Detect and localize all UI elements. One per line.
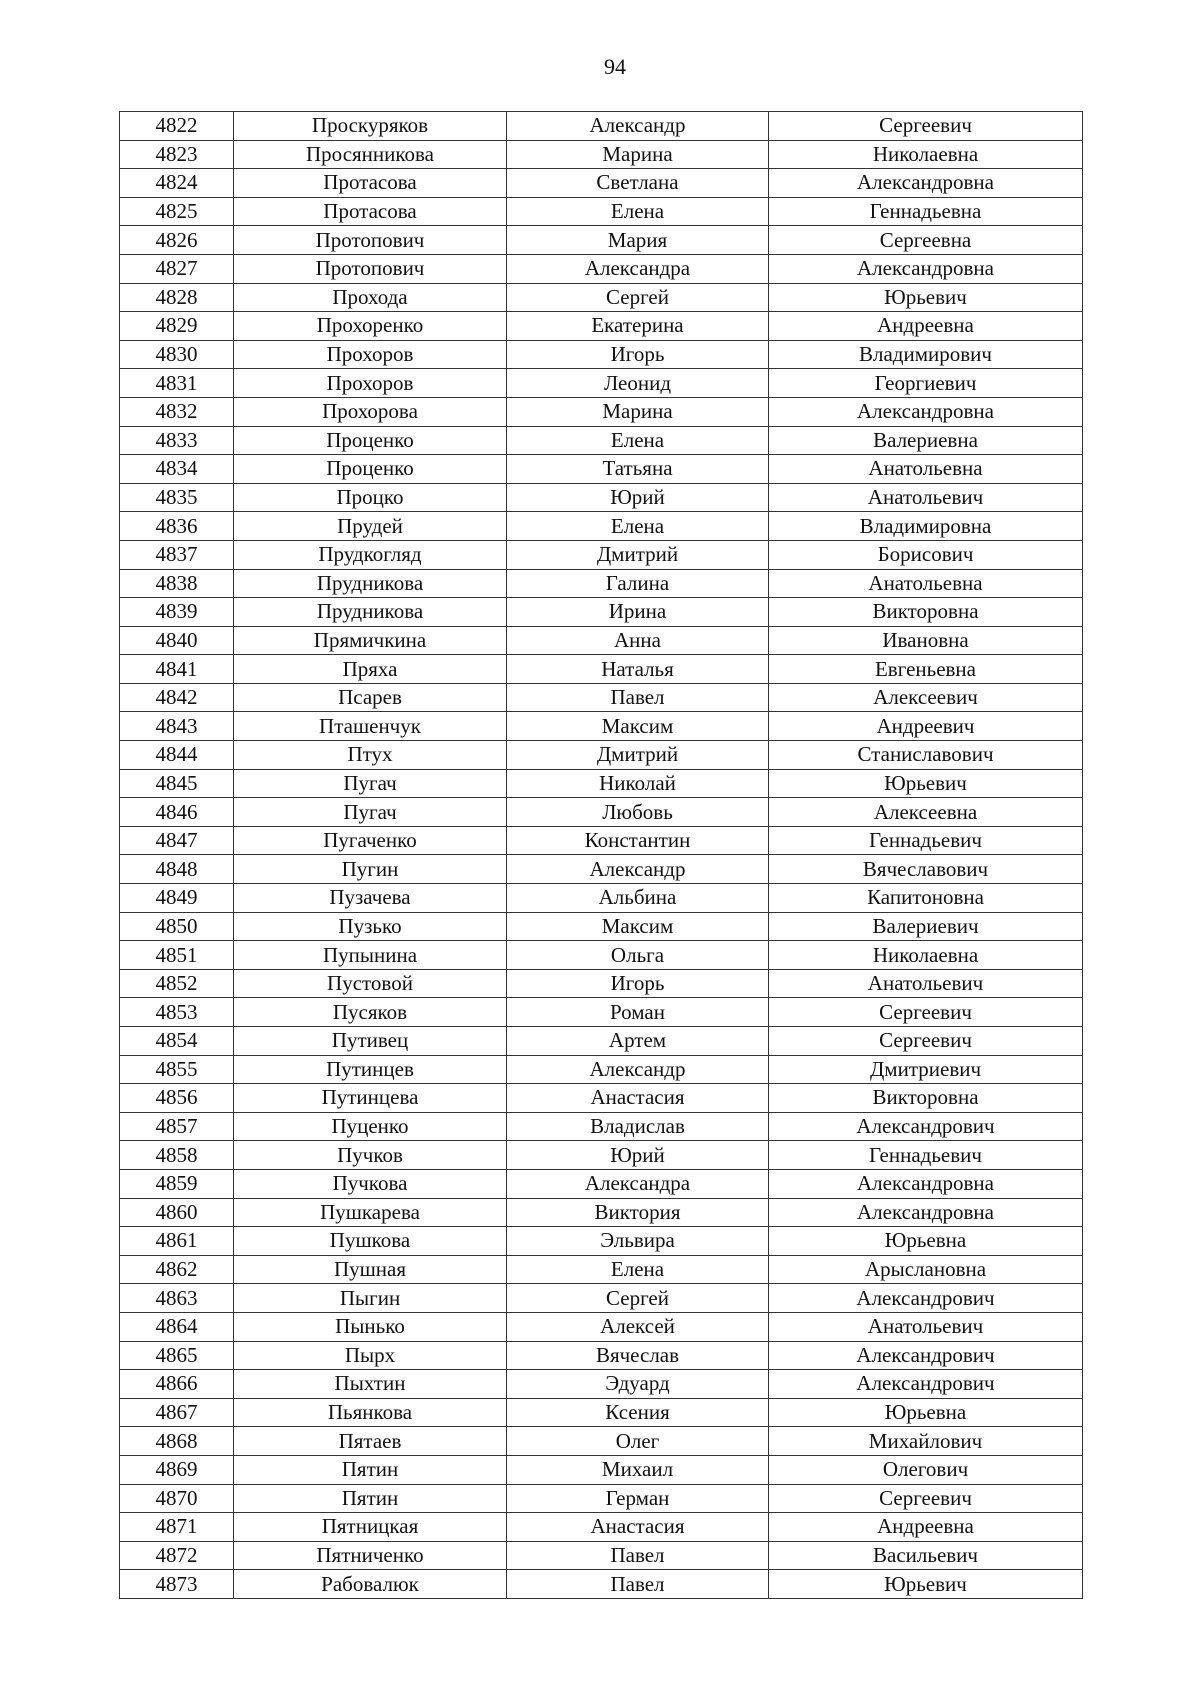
last-name-cell: Пушкова: [234, 1227, 507, 1256]
record-number-cell: 4822: [120, 112, 234, 141]
record-number-cell: 4832: [120, 397, 234, 426]
patronymic-cell: Анатольевич: [769, 483, 1083, 512]
first-name-cell: Максим: [507, 912, 769, 941]
record-number-cell: 4825: [120, 197, 234, 226]
last-name-cell: Пучков: [234, 1141, 507, 1170]
record-number-cell: 4828: [120, 283, 234, 312]
table-row: [120, 1398, 1083, 1427]
first-name-cell: Мария: [507, 226, 769, 255]
patronymic-cell: Анатольевич: [769, 1312, 1083, 1341]
first-name-cell: Ирина: [507, 598, 769, 627]
first-name-cell: Александр: [507, 855, 769, 884]
first-name-cell: Павел: [507, 1570, 769, 1599]
record-number-cell: 4831: [120, 369, 234, 398]
table-row: [120, 598, 1083, 627]
first-name-cell: Олег: [507, 1427, 769, 1456]
table-row: [120, 369, 1083, 398]
first-name-cell: Дмитрий: [507, 741, 769, 770]
last-name-cell: Пташенчук: [234, 712, 507, 741]
record-number-cell: 4852: [120, 969, 234, 998]
last-name-cell: Пыгин: [234, 1284, 507, 1313]
table-row: [120, 826, 1083, 855]
first-name-cell: Анастасия: [507, 1084, 769, 1113]
patronymic-cell: Сергеевич: [769, 998, 1083, 1027]
table-row: [120, 1312, 1083, 1341]
first-name-cell: Александр: [507, 112, 769, 141]
record-number-cell: 4836: [120, 512, 234, 541]
last-name-cell: Пятниченко: [234, 1541, 507, 1570]
patronymic-cell: Анатольевна: [769, 569, 1083, 598]
patronymic-cell: Вячеславович: [769, 855, 1083, 884]
record-number-cell: 4854: [120, 1027, 234, 1056]
table-row: [120, 1484, 1083, 1513]
first-name-cell: Любовь: [507, 798, 769, 827]
last-name-cell: Протасова: [234, 197, 507, 226]
last-name-cell: Проценко: [234, 426, 507, 455]
table-row: [120, 1513, 1083, 1542]
patronymic-cell: Васильевич: [769, 1541, 1083, 1570]
first-name-cell: Александра: [507, 254, 769, 283]
first-name-cell: Сергей: [507, 283, 769, 312]
patronymic-cell: Геннадьевич: [769, 826, 1083, 855]
first-name-cell: Владислав: [507, 1112, 769, 1141]
table-row: [120, 1141, 1083, 1170]
patronymic-cell: Анатольевич: [769, 969, 1083, 998]
first-name-cell: Юрий: [507, 483, 769, 512]
record-number-cell: 4868: [120, 1427, 234, 1456]
first-name-cell: Эдуард: [507, 1370, 769, 1399]
first-name-cell: Ксения: [507, 1398, 769, 1427]
patronymic-cell: Александрович: [769, 1284, 1083, 1313]
first-name-cell: Эльвира: [507, 1227, 769, 1256]
patronymic-cell: Дмитриевич: [769, 1055, 1083, 1084]
last-name-cell: Рабовалюк: [234, 1570, 507, 1599]
last-name-cell: Прямичкина: [234, 626, 507, 655]
last-name-cell: Путинцева: [234, 1084, 507, 1113]
last-name-cell: Пугаченко: [234, 826, 507, 855]
last-name-cell: Пьянкова: [234, 1398, 507, 1427]
patronymic-cell: Сергеевич: [769, 1027, 1083, 1056]
patronymic-cell: Ивановна: [769, 626, 1083, 655]
first-name-cell: Сергей: [507, 1284, 769, 1313]
record-number-cell: 4827: [120, 254, 234, 283]
table-row: [120, 512, 1083, 541]
record-number-cell: 4844: [120, 741, 234, 770]
first-name-cell: Леонид: [507, 369, 769, 398]
table-row: [120, 1027, 1083, 1056]
record-number-cell: 4850: [120, 912, 234, 941]
table-row: [120, 397, 1083, 426]
first-name-cell: Герман: [507, 1484, 769, 1513]
patronymic-cell: Николаевна: [769, 140, 1083, 169]
record-number-cell: 4843: [120, 712, 234, 741]
last-name-cell: Пугин: [234, 855, 507, 884]
last-name-cell: Птух: [234, 741, 507, 770]
last-name-cell: Пряха: [234, 655, 507, 684]
patronymic-cell: Алексеевич: [769, 683, 1083, 712]
patronymic-cell: Анатольевна: [769, 455, 1083, 484]
record-number-cell: 4867: [120, 1398, 234, 1427]
patronymic-cell: Геннадьевич: [769, 1141, 1083, 1170]
first-name-cell: Анна: [507, 626, 769, 655]
last-name-cell: Пятаев: [234, 1427, 507, 1456]
table-row: [120, 769, 1083, 798]
first-name-cell: Игорь: [507, 969, 769, 998]
table-row: [120, 1227, 1083, 1256]
patronymic-cell: Борисович: [769, 540, 1083, 569]
table-row: [120, 1112, 1083, 1141]
patronymic-cell: Андреевна: [769, 312, 1083, 341]
patronymic-cell: Викторовна: [769, 598, 1083, 627]
first-name-cell: Елена: [507, 197, 769, 226]
patronymic-cell: Александрович: [769, 1112, 1083, 1141]
record-number-cell: 4856: [120, 1084, 234, 1113]
patronymic-cell: Юрьевич: [769, 1570, 1083, 1599]
record-number-cell: 4848: [120, 855, 234, 884]
patronymic-cell: Олегович: [769, 1455, 1083, 1484]
last-name-cell: Пупынина: [234, 941, 507, 970]
patronymic-cell: Николаевна: [769, 941, 1083, 970]
record-number-cell: 4823: [120, 140, 234, 169]
first-name-cell: Альбина: [507, 884, 769, 913]
last-name-cell: Путинцев: [234, 1055, 507, 1084]
patronymic-cell: Сергеевна: [769, 226, 1083, 255]
last-name-cell: Просянникова: [234, 140, 507, 169]
table-row: [120, 741, 1083, 770]
last-name-cell: Пузачева: [234, 884, 507, 913]
record-number-cell: 4841: [120, 655, 234, 684]
last-name-cell: Пынько: [234, 1312, 507, 1341]
patronymic-cell: Александрович: [769, 1341, 1083, 1370]
patronymic-cell: Андреевич: [769, 712, 1083, 741]
table-row: [120, 483, 1083, 512]
last-name-cell: Проскуряков: [234, 112, 507, 141]
table-row: [120, 683, 1083, 712]
table-row: [120, 455, 1083, 484]
patronymic-cell: Александровна: [769, 169, 1083, 198]
table-row: [120, 197, 1083, 226]
table-row: [120, 1198, 1083, 1227]
first-name-cell: Светлана: [507, 169, 769, 198]
table-row: [120, 969, 1083, 998]
record-number-cell: 4858: [120, 1141, 234, 1170]
first-name-cell: Алексей: [507, 1312, 769, 1341]
first-name-cell: Елена: [507, 512, 769, 541]
first-name-cell: Константин: [507, 826, 769, 855]
table-row: [120, 426, 1083, 455]
table-row: [120, 254, 1083, 283]
patronymic-cell: Александрович: [769, 1370, 1083, 1399]
record-number-cell: 4837: [120, 540, 234, 569]
patronymic-cell: Александровна: [769, 1169, 1083, 1198]
last-name-cell: Протасова: [234, 169, 507, 198]
first-name-cell: Роман: [507, 998, 769, 1027]
record-number-cell: 4853: [120, 998, 234, 1027]
record-number-cell: 4864: [120, 1312, 234, 1341]
table-row: [120, 998, 1083, 1027]
table-row: [120, 855, 1083, 884]
table-row: [120, 798, 1083, 827]
roster-body: [120, 112, 1083, 1599]
table-row: [120, 655, 1083, 684]
table-row: [120, 1255, 1083, 1284]
patronymic-cell: Александровна: [769, 397, 1083, 426]
last-name-cell: Прудей: [234, 512, 507, 541]
table-row: [120, 340, 1083, 369]
record-number-cell: 4849: [120, 884, 234, 913]
table-row: [120, 626, 1083, 655]
first-name-cell: Дмитрий: [507, 540, 769, 569]
first-name-cell: Александра: [507, 1169, 769, 1198]
first-name-cell: Вячеслав: [507, 1341, 769, 1370]
last-name-cell: Процко: [234, 483, 507, 512]
patronymic-cell: Станиславович: [769, 741, 1083, 770]
table-row: [120, 140, 1083, 169]
last-name-cell: Пузько: [234, 912, 507, 941]
patronymic-cell: Юрьевна: [769, 1227, 1083, 1256]
record-number-cell: 4834: [120, 455, 234, 484]
table-row: [120, 283, 1083, 312]
last-name-cell: Прудкогляд: [234, 540, 507, 569]
record-number-cell: 4861: [120, 1227, 234, 1256]
record-number-cell: 4842: [120, 683, 234, 712]
last-name-cell: Прудникова: [234, 569, 507, 598]
record-number-cell: 4826: [120, 226, 234, 255]
table-row: [120, 912, 1083, 941]
patronymic-cell: Сергеевич: [769, 1484, 1083, 1513]
record-number-cell: 4851: [120, 941, 234, 970]
patronymic-cell: Георгиевич: [769, 369, 1083, 398]
last-name-cell: Прохоров: [234, 340, 507, 369]
first-name-cell: Артем: [507, 1027, 769, 1056]
patronymic-cell: Юрьевич: [769, 769, 1083, 798]
record-number-cell: 4866: [120, 1370, 234, 1399]
table-row: [120, 941, 1083, 970]
patronymic-cell: Евгеньевна: [769, 655, 1083, 684]
table-row: [120, 1541, 1083, 1570]
patronymic-cell: Юрьевич: [769, 283, 1083, 312]
record-number-cell: 4833: [120, 426, 234, 455]
last-name-cell: Прохоренко: [234, 312, 507, 341]
first-name-cell: Галина: [507, 569, 769, 598]
record-number-cell: 4839: [120, 598, 234, 627]
first-name-cell: Игорь: [507, 340, 769, 369]
last-name-cell: Прохорова: [234, 397, 507, 426]
last-name-cell: Пушкарева: [234, 1198, 507, 1227]
last-name-cell: Протопович: [234, 254, 507, 283]
patronymic-cell: Александровна: [769, 254, 1083, 283]
last-name-cell: Пугач: [234, 798, 507, 827]
patronymic-cell: Александровна: [769, 1198, 1083, 1227]
table-row: [120, 1084, 1083, 1113]
record-number-cell: 4847: [120, 826, 234, 855]
first-name-cell: Юрий: [507, 1141, 769, 1170]
record-number-cell: 4830: [120, 340, 234, 369]
last-name-cell: Пырх: [234, 1341, 507, 1370]
record-number-cell: 4862: [120, 1255, 234, 1284]
record-number-cell: 4870: [120, 1484, 234, 1513]
record-number-cell: 4835: [120, 483, 234, 512]
last-name-cell: Пятин: [234, 1455, 507, 1484]
patronymic-cell: Викторовна: [769, 1084, 1083, 1113]
last-name-cell: Пыхтин: [234, 1370, 507, 1399]
record-number-cell: 4838: [120, 569, 234, 598]
last-name-cell: Пусяков: [234, 998, 507, 1027]
patronymic-cell: Валериевна: [769, 426, 1083, 455]
first-name-cell: Татьяна: [507, 455, 769, 484]
table-row: [120, 569, 1083, 598]
record-number-cell: 4859: [120, 1169, 234, 1198]
table-row: [120, 884, 1083, 913]
first-name-cell: Павел: [507, 1541, 769, 1570]
last-name-cell: Путивец: [234, 1027, 507, 1056]
record-number-cell: 4860: [120, 1198, 234, 1227]
record-number-cell: 4840: [120, 626, 234, 655]
first-name-cell: Елена: [507, 1255, 769, 1284]
patronymic-cell: Валериевич: [769, 912, 1083, 941]
last-name-cell: Прохоров: [234, 369, 507, 398]
last-name-cell: Прохода: [234, 283, 507, 312]
first-name-cell: Анастасия: [507, 1513, 769, 1542]
record-number-cell: 4845: [120, 769, 234, 798]
patronymic-cell: Алексеевна: [769, 798, 1083, 827]
table-row: [120, 1169, 1083, 1198]
record-number-cell: 4857: [120, 1112, 234, 1141]
last-name-cell: Пуценко: [234, 1112, 507, 1141]
patronymic-cell: Геннадьевна: [769, 197, 1083, 226]
first-name-cell: Максим: [507, 712, 769, 741]
last-name-cell: Псарев: [234, 683, 507, 712]
record-number-cell: 4871: [120, 1513, 234, 1542]
table-row: [120, 1284, 1083, 1313]
record-number-cell: 4846: [120, 798, 234, 827]
patronymic-cell: Владимирович: [769, 340, 1083, 369]
patronymic-cell: Владимировна: [769, 512, 1083, 541]
record-number-cell: 4873: [120, 1570, 234, 1599]
table-row: [120, 169, 1083, 198]
last-name-cell: Протопович: [234, 226, 507, 255]
patronymic-cell: Михайлович: [769, 1427, 1083, 1456]
table-row: [120, 1055, 1083, 1084]
table-row: [120, 540, 1083, 569]
last-name-cell: Прудникова: [234, 598, 507, 627]
patronymic-cell: Арыслановна: [769, 1255, 1083, 1284]
last-name-cell: Проценко: [234, 455, 507, 484]
first-name-cell: Екатерина: [507, 312, 769, 341]
record-number-cell: 4829: [120, 312, 234, 341]
last-name-cell: Пятницкая: [234, 1513, 507, 1542]
patronymic-cell: Капитоновна: [769, 884, 1083, 913]
roster-table: [119, 111, 1083, 1599]
table-row: [120, 1427, 1083, 1456]
first-name-cell: Елена: [507, 426, 769, 455]
table-row: [120, 1570, 1083, 1599]
last-name-cell: Пятин: [234, 1484, 507, 1513]
first-name-cell: Марина: [507, 397, 769, 426]
first-name-cell: Ольга: [507, 941, 769, 970]
first-name-cell: Виктория: [507, 1198, 769, 1227]
table-row: [120, 1370, 1083, 1399]
record-number-cell: 4863: [120, 1284, 234, 1313]
table-row: [120, 312, 1083, 341]
patronymic-cell: Андреевна: [769, 1513, 1083, 1542]
record-number-cell: 4855: [120, 1055, 234, 1084]
table-row: [120, 712, 1083, 741]
table-row: [120, 112, 1083, 141]
patronymic-cell: Юрьевна: [769, 1398, 1083, 1427]
record-number-cell: 4872: [120, 1541, 234, 1570]
page-number: 94: [604, 54, 626, 79]
last-name-cell: Пустовой: [234, 969, 507, 998]
last-name-cell: Пучкова: [234, 1169, 507, 1198]
last-name-cell: Пушная: [234, 1255, 507, 1284]
first-name-cell: Наталья: [507, 655, 769, 684]
table-row: [120, 1341, 1083, 1370]
last-name-cell: Пугач: [234, 769, 507, 798]
first-name-cell: Николай: [507, 769, 769, 798]
record-number-cell: 4869: [120, 1455, 234, 1484]
record-number-cell: 4865: [120, 1341, 234, 1370]
patronymic-cell: Сергеевич: [769, 112, 1083, 141]
first-name-cell: Марина: [507, 140, 769, 169]
first-name-cell: Александр: [507, 1055, 769, 1084]
table-row: [120, 1455, 1083, 1484]
record-number-cell: 4824: [120, 169, 234, 198]
table-row: [120, 226, 1083, 255]
first-name-cell: Михаил: [507, 1455, 769, 1484]
first-name-cell: Павел: [507, 683, 769, 712]
